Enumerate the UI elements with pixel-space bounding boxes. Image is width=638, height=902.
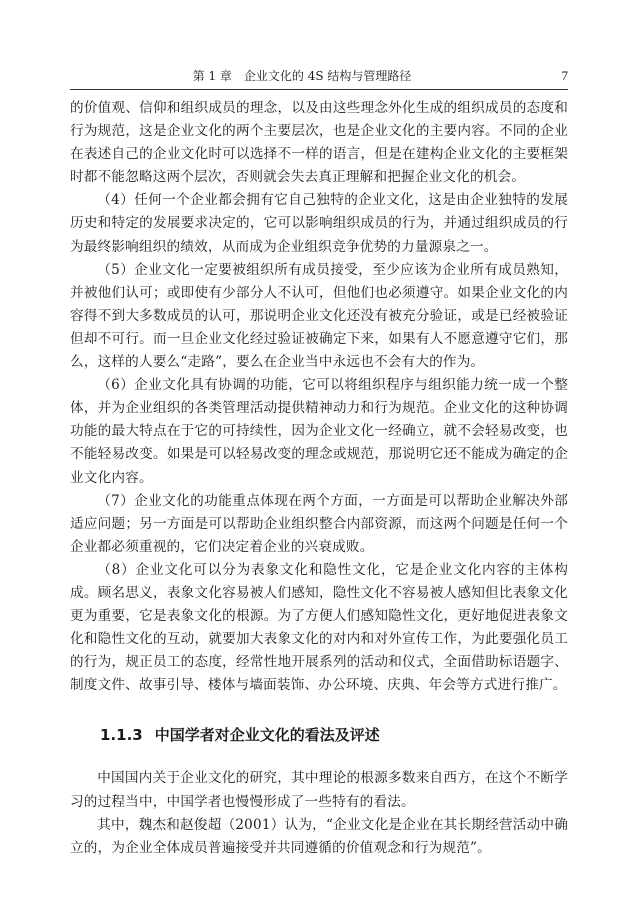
section-title: 中国学者对企业文化的看法及评述: [154, 726, 380, 745]
paragraph-intro: 中国国内关于企业文化的研究，其中理论的根源多数来自西方，在这个不断学习的过程当中，中国学者也慢慢形成了一些特有的看法。: [70, 770, 568, 810]
paragraph-item-7: （7）企业文化的功能重点体现在两个方面，一方面是可以帮助企业解决外部适应问题；另一方面是可以帮助企业组织整合内部资源，而这两个问题是任何一个企业都必须重视的，它们决定着企业的兴衰成败。: [70, 492, 568, 555]
paragraph-continuation: 的价值观、信仰和组织成员的理念，以及由这些理念外化生成的组织成员的态度和行为规范，这是企业文化的两个主要层次，也是企业文化的主要内容。不同的企业在表述自己的企业文化时可以选择不一样的语言，但是在建构企业文化的主要框架时都不能忽略这两个层次，否则就会失去真正理解和把握企业文化的机会。: [70, 100, 568, 186]
paragraph-quote: 其中，魏杰和赵俊超（2001）认为，“企业文化是企业在其长期经营活动中确立的，为企业全体成员普遍接受并共同遵循的价值观念和行为规范”。: [70, 816, 568, 856]
paragraph-item-4: （4）任何一个企业都会拥有它自己独特的企业文化，这是由企业独特的发展历史和特定的发展要求决定的，它可以影响组织成员的行为，并通过组织成员的行为最终影响组织的绩效，从而成为企业组织竞争优势的力量源泉之一。: [70, 192, 568, 255]
running-header: [70, 66, 568, 86]
section-number: 1.1.3: [100, 726, 143, 745]
section-heading: [70, 697, 568, 767]
chapter-title: 第 1 章 企业文化的 4S 结构与管理路径: [192, 69, 412, 83]
body-text: [70, 97, 568, 860]
paragraph-item-8: （8）企业文化可以分为表象文化和隐性文化，它是企业文化内容的主体构成。顾名思义，表象文化容易被人们感知，隐性文化不容易被人感知但比表象文化更为重要，它是表象文化的根源。为了方便人们感知隐性文化，更好地促进表象文化和隐性文化的互动，就要加大表象文化的对内和对外宣传工作，为此要强化员工的行为，规正员工的态度，经常性地开展系列的活动和仪式，全面借助标语题字、制度文件、故事引导、楼体与墙面装饰、办公环境、庆典、年会等方式进行推广。: [70, 561, 568, 694]
page-number: 7: [561, 68, 568, 83]
paragraph-item-5: （5）企业文化一定要被组织所有成员接受，至少应该为企业所有成员熟知，并被他们认可；或即使有少部分人不认可，但他们也必须遵守。如果企业文化的内容得不到大多数成员的认可，那说明企业文化还没有被充分验证，或是已经被验证但却不可行。而一旦企业文化经过验证被确定下来，如果有人不愿意遵守它们，那么，这样的人要么“走路”，要么在企业当中永远也不会有大的作为。: [70, 261, 568, 371]
paragraph-item-6: （6）企业文化具有协调的功能，它可以将组织程序与组织能力统一成一个整体，并为企业组织的各类管理活动提供精神动力和行为规范。企业文化的这种协调功能的最大特点在于它的可持续性，因为企业文化一经确立，就不会轻易改变，也不能轻易改变。如果是可以轻易改变的理念或规范，那说明它还不能成为确定的企业文化内容。: [70, 377, 568, 486]
header-divider: [70, 89, 568, 90]
